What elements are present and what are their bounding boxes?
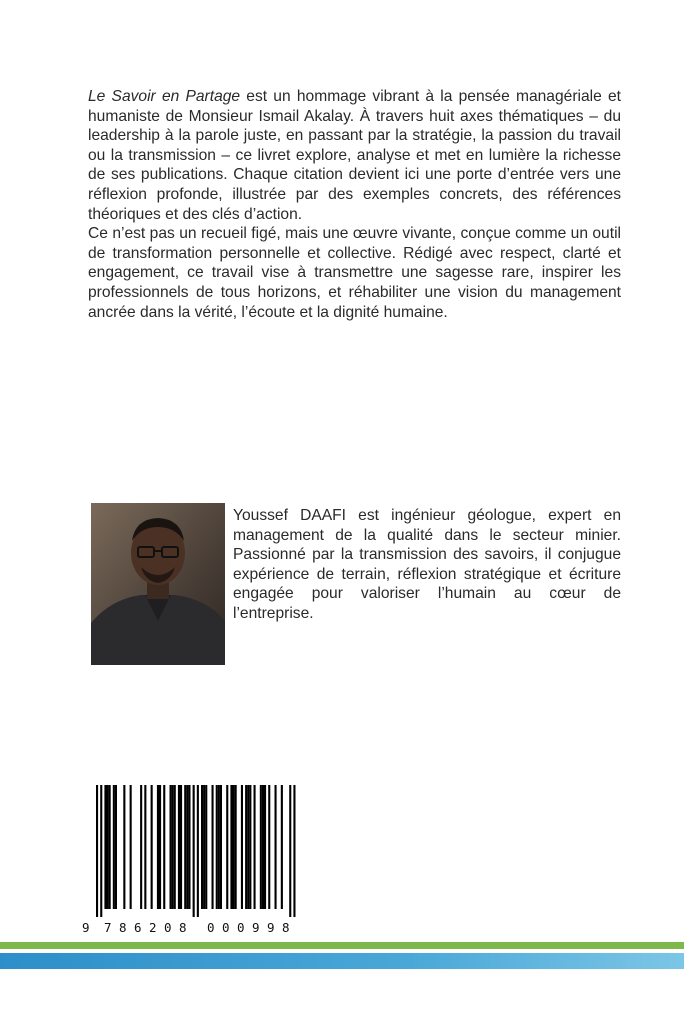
barcode-bar: [275, 785, 277, 909]
isbn-number: [82, 920, 314, 936]
isbn-digit: 0: [164, 920, 172, 935]
barcode-bar: [247, 785, 249, 909]
barcode-bar: [197, 785, 199, 917]
barcode-bar: [235, 785, 237, 909]
author-photo: [91, 503, 225, 665]
blue-stripe: [0, 953, 684, 969]
barcode-bar: [174, 785, 176, 909]
barcode-bar: [180, 785, 182, 909]
barcode-bar: [115, 785, 117, 909]
isbn-digit: 2: [149, 920, 157, 935]
barcode-bar: [170, 785, 172, 909]
isbn-digit: 0: [237, 920, 245, 935]
isbn-digit: 6: [134, 920, 142, 935]
barcode-bar: [254, 785, 256, 909]
isbn-digit: 7: [104, 920, 112, 935]
barcode-bar: [178, 785, 180, 909]
barcode-bar: [264, 785, 266, 909]
barcode-bar: [163, 785, 165, 909]
book-title: Le Savoir en Partage: [88, 88, 241, 105]
barcode-bar: [193, 785, 195, 917]
barcode-bar: [260, 785, 262, 909]
isbn-barcode: [82, 785, 314, 937]
barcode-bar: [220, 785, 222, 909]
isbn-digit: 8: [179, 920, 187, 935]
isbn-digit: 0: [222, 920, 230, 935]
blurb-paragraph-1-text: est un hommage vibrant à la pensée managériale et humaniste de Monsieur Ismail Akalay. À travers huit axes thématiques – du leadership à la parole juste, en passant par la stratégie, la passion du travail ou la transmission – ce livret explore, analyse et met en lumière la richesse de ses publications. Chaque citation devient ici une porte d’entrée vers une réflexion profonde, illustrée par des exemples concrets, des références théoriques et des clés d’action.: [88, 88, 621, 223]
barcode-bar: [113, 785, 115, 909]
isbn-digit: 0: [207, 920, 215, 935]
isbn-digit: 9: [252, 920, 260, 935]
barcode-bar: [100, 785, 102, 917]
barcode-bar: [293, 785, 295, 917]
barcode-bar: [212, 785, 214, 909]
barcode-bar: [245, 785, 247, 909]
author-portrait-illustration: [91, 503, 225, 665]
back-cover-blurb: [88, 87, 621, 322]
barcode-bar: [262, 785, 264, 909]
isbn-digit: 9: [82, 920, 90, 935]
author-section: [91, 503, 621, 665]
barcode-bar: [172, 785, 174, 909]
barcode-bar: [268, 785, 270, 909]
barcode-bar: [188, 785, 190, 909]
barcode-bar: [281, 785, 283, 909]
barcode-bar: [205, 785, 207, 909]
isbn-digit: 8: [282, 920, 290, 935]
barcode-bar: [157, 785, 159, 909]
barcode-bar: [230, 785, 232, 909]
barcode-bar: [218, 785, 220, 909]
barcode-bar: [233, 785, 235, 909]
barcode-bar: [104, 785, 106, 909]
barcode-bar: [107, 785, 109, 909]
barcode-bar: [109, 785, 111, 909]
barcode-bar: [216, 785, 218, 909]
green-stripe: [0, 942, 684, 949]
blurb-paragraph-2: Ce n’est pas un recueil figé, mais une œuvre vivante, conçue comme un outil de transformation personnelle et collective. Rédigé avec respect, clarté et engagement, ce travail vise à transmettre une sagesse rare, inspirer les professionnels de tous horizons, et réhabiliter une vision du management ancrée dans la vérité, l’écoute et la dignité humaine.: [88, 225, 621, 321]
barcode-bar: [201, 785, 203, 909]
barcode-bar: [159, 785, 161, 909]
barcode-bar: [96, 785, 98, 917]
barcode-bar: [144, 785, 146, 909]
author-bio: Youssef DAAFI est ingénieur géologue, expert en management de la qualité dans le secteur minier. Passionné par la transmission des savoirs, il conjugue expérience de terrain, réflexion stratégique et écriture engagée pour valoriser l’humain au cœur de l’entreprise.: [233, 507, 621, 622]
barcode-bar: [249, 785, 251, 909]
barcode-bar: [151, 785, 153, 909]
barcode-bar: [130, 785, 132, 909]
barcode-bar: [289, 785, 291, 917]
barcode-bar: [123, 785, 125, 909]
barcode-bar: [186, 785, 188, 909]
barcode-bars: [82, 785, 314, 917]
barcode-bar: [226, 785, 228, 909]
isbn-digit: 9: [267, 920, 275, 935]
barcode-bar: [203, 785, 205, 909]
isbn-digit: 8: [119, 920, 127, 935]
barcode-bar: [184, 785, 186, 909]
blurb-paragraph-1: [88, 87, 621, 224]
barcode-bar: [140, 785, 142, 909]
barcode-bar: [241, 785, 243, 909]
